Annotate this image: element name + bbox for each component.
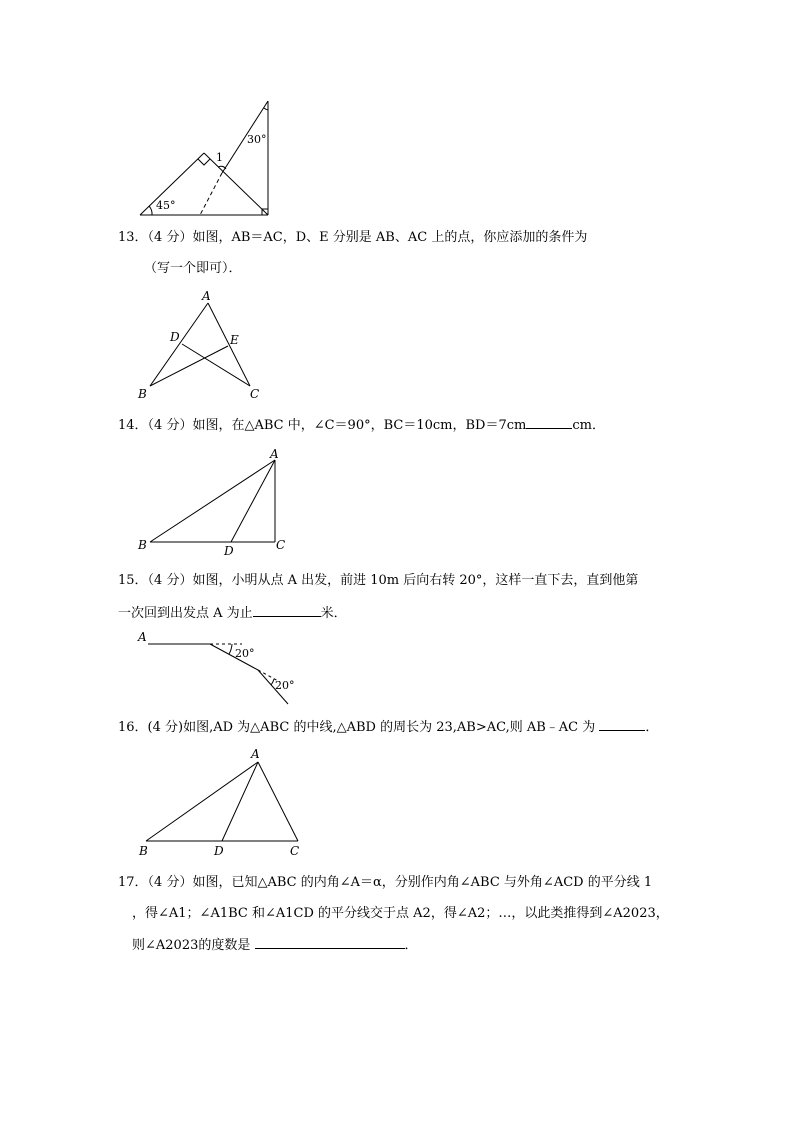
fig16-AD — [222, 762, 258, 841]
fig12-right-angle-top — [198, 159, 210, 165]
fig14-label-B: B — [138, 538, 147, 552]
fig13-label-A: A — [202, 289, 211, 303]
question-17-line2: ，得∠A1；∠A1BC 和∠A1CD 的平分线交于点 A2，得∠A2；…，以此类推得到∠A2023， — [132, 906, 669, 921]
fig15-arc1 — [229, 644, 232, 654]
q13-number: 13． — [118, 230, 148, 245]
fig12-arc-45 — [149, 206, 152, 215]
fig16-AB — [146, 762, 258, 841]
question-15-line1 — [118, 572, 638, 590]
fig14-label-A: A — [270, 447, 279, 461]
q15-score: （4 分） — [147, 573, 193, 588]
q15-text: 如图，小明从点 A 出发，前进 10m 后向右转 20°，这样一直下去，直到他第 — [192, 573, 639, 588]
q15-line2-pre: 一次回到出发点 A 为止 — [118, 606, 253, 621]
q15-answer-blank[interactable] — [253, 603, 321, 617]
fig15-label-A: A — [138, 630, 147, 644]
fig13-label-C: C — [250, 387, 260, 401]
question-14 — [118, 415, 605, 435]
q16-number: 16． — [118, 720, 148, 735]
q17-answer-blank[interactable] — [255, 935, 405, 949]
q13-text-b: AB＝AC，D、E 分别是 AB、AC 上的点，你应添加的条件为 — [231, 230, 588, 245]
fig14-label-C: C — [276, 538, 286, 552]
q14-text: 如图，在△ABC 中，∠C＝90°，BC＝10cm，BD＝7cm — [192, 418, 527, 433]
fig14-AB — [150, 460, 275, 542]
question-17-line3 — [132, 935, 418, 955]
question-16 — [118, 717, 658, 737]
q15-number: 15． — [118, 573, 148, 588]
question-13-line1 — [118, 229, 587, 247]
fig13-AB — [150, 303, 208, 386]
q16-text: 如图,AD 为△ABC 的中线,△ABD 的周长为 23,AB>AC,则 AB﹣AC 为 — [183, 720, 596, 735]
fig16-AC — [258, 762, 298, 841]
q14-answer-blank[interactable] — [526, 415, 572, 429]
q17-score: （4 分） — [147, 875, 193, 890]
fig12-label-1: 1 — [216, 151, 223, 164]
fig16-label-C: C — [290, 844, 300, 858]
fig16-label-B: B — [139, 844, 148, 858]
question-15-line2 — [118, 603, 347, 623]
fig12-dashed — [200, 173, 222, 215]
fig14-AD — [231, 460, 275, 542]
q13-score: （4 分） — [147, 230, 193, 245]
q14-number: 14． — [118, 418, 148, 433]
fig15-arc2 — [271, 679, 274, 685]
fig16-label-D: D — [214, 844, 224, 858]
q15-line2-post: 米． — [320, 606, 347, 621]
figure-q15 — [134, 626, 304, 708]
fig14-label-D: D — [224, 544, 234, 558]
figure-q16 — [134, 744, 314, 862]
fig12-arc-30 — [264, 108, 268, 110]
fig15-label-angle1: 20° — [235, 647, 255, 660]
fig13-label-E: E — [230, 333, 239, 347]
figure-q14 — [134, 446, 294, 558]
q16-score: (4 分) — [147, 720, 184, 735]
fig12-label-45: 45° — [156, 199, 176, 212]
q13-text-a: 如图， — [192, 230, 232, 245]
fig13-BE — [150, 346, 228, 386]
fig12-hyp — [204, 153, 268, 215]
q14-score: （4 分） — [147, 418, 193, 433]
figure-q12 — [130, 95, 280, 220]
q17-line3-post: ． — [404, 938, 418, 953]
question-17-line1 — [118, 874, 652, 892]
question-13-line2: （写一个即可）． — [144, 261, 242, 276]
fig16-label-A: A — [251, 747, 260, 761]
q17-number: 17． — [118, 875, 148, 890]
fig15-label-angle2: 20° — [275, 679, 295, 692]
figure-q13 — [132, 288, 272, 403]
fig13-label-D: D — [170, 330, 180, 344]
q14-unit: cm． — [572, 418, 605, 433]
q16-end: ． — [645, 720, 659, 735]
q17-line3-pre: 则∠A2023的度数是 — [132, 938, 251, 953]
fig12-label-30: 30° — [247, 133, 267, 146]
fig13-label-B: B — [138, 387, 147, 401]
q17-line1: 如图，已知△ABC 的内角∠A＝α，分别作内角∠ABC 与外角∠ACD 的平分线 1 — [192, 875, 653, 890]
q16-answer-blank[interactable] — [599, 717, 645, 731]
